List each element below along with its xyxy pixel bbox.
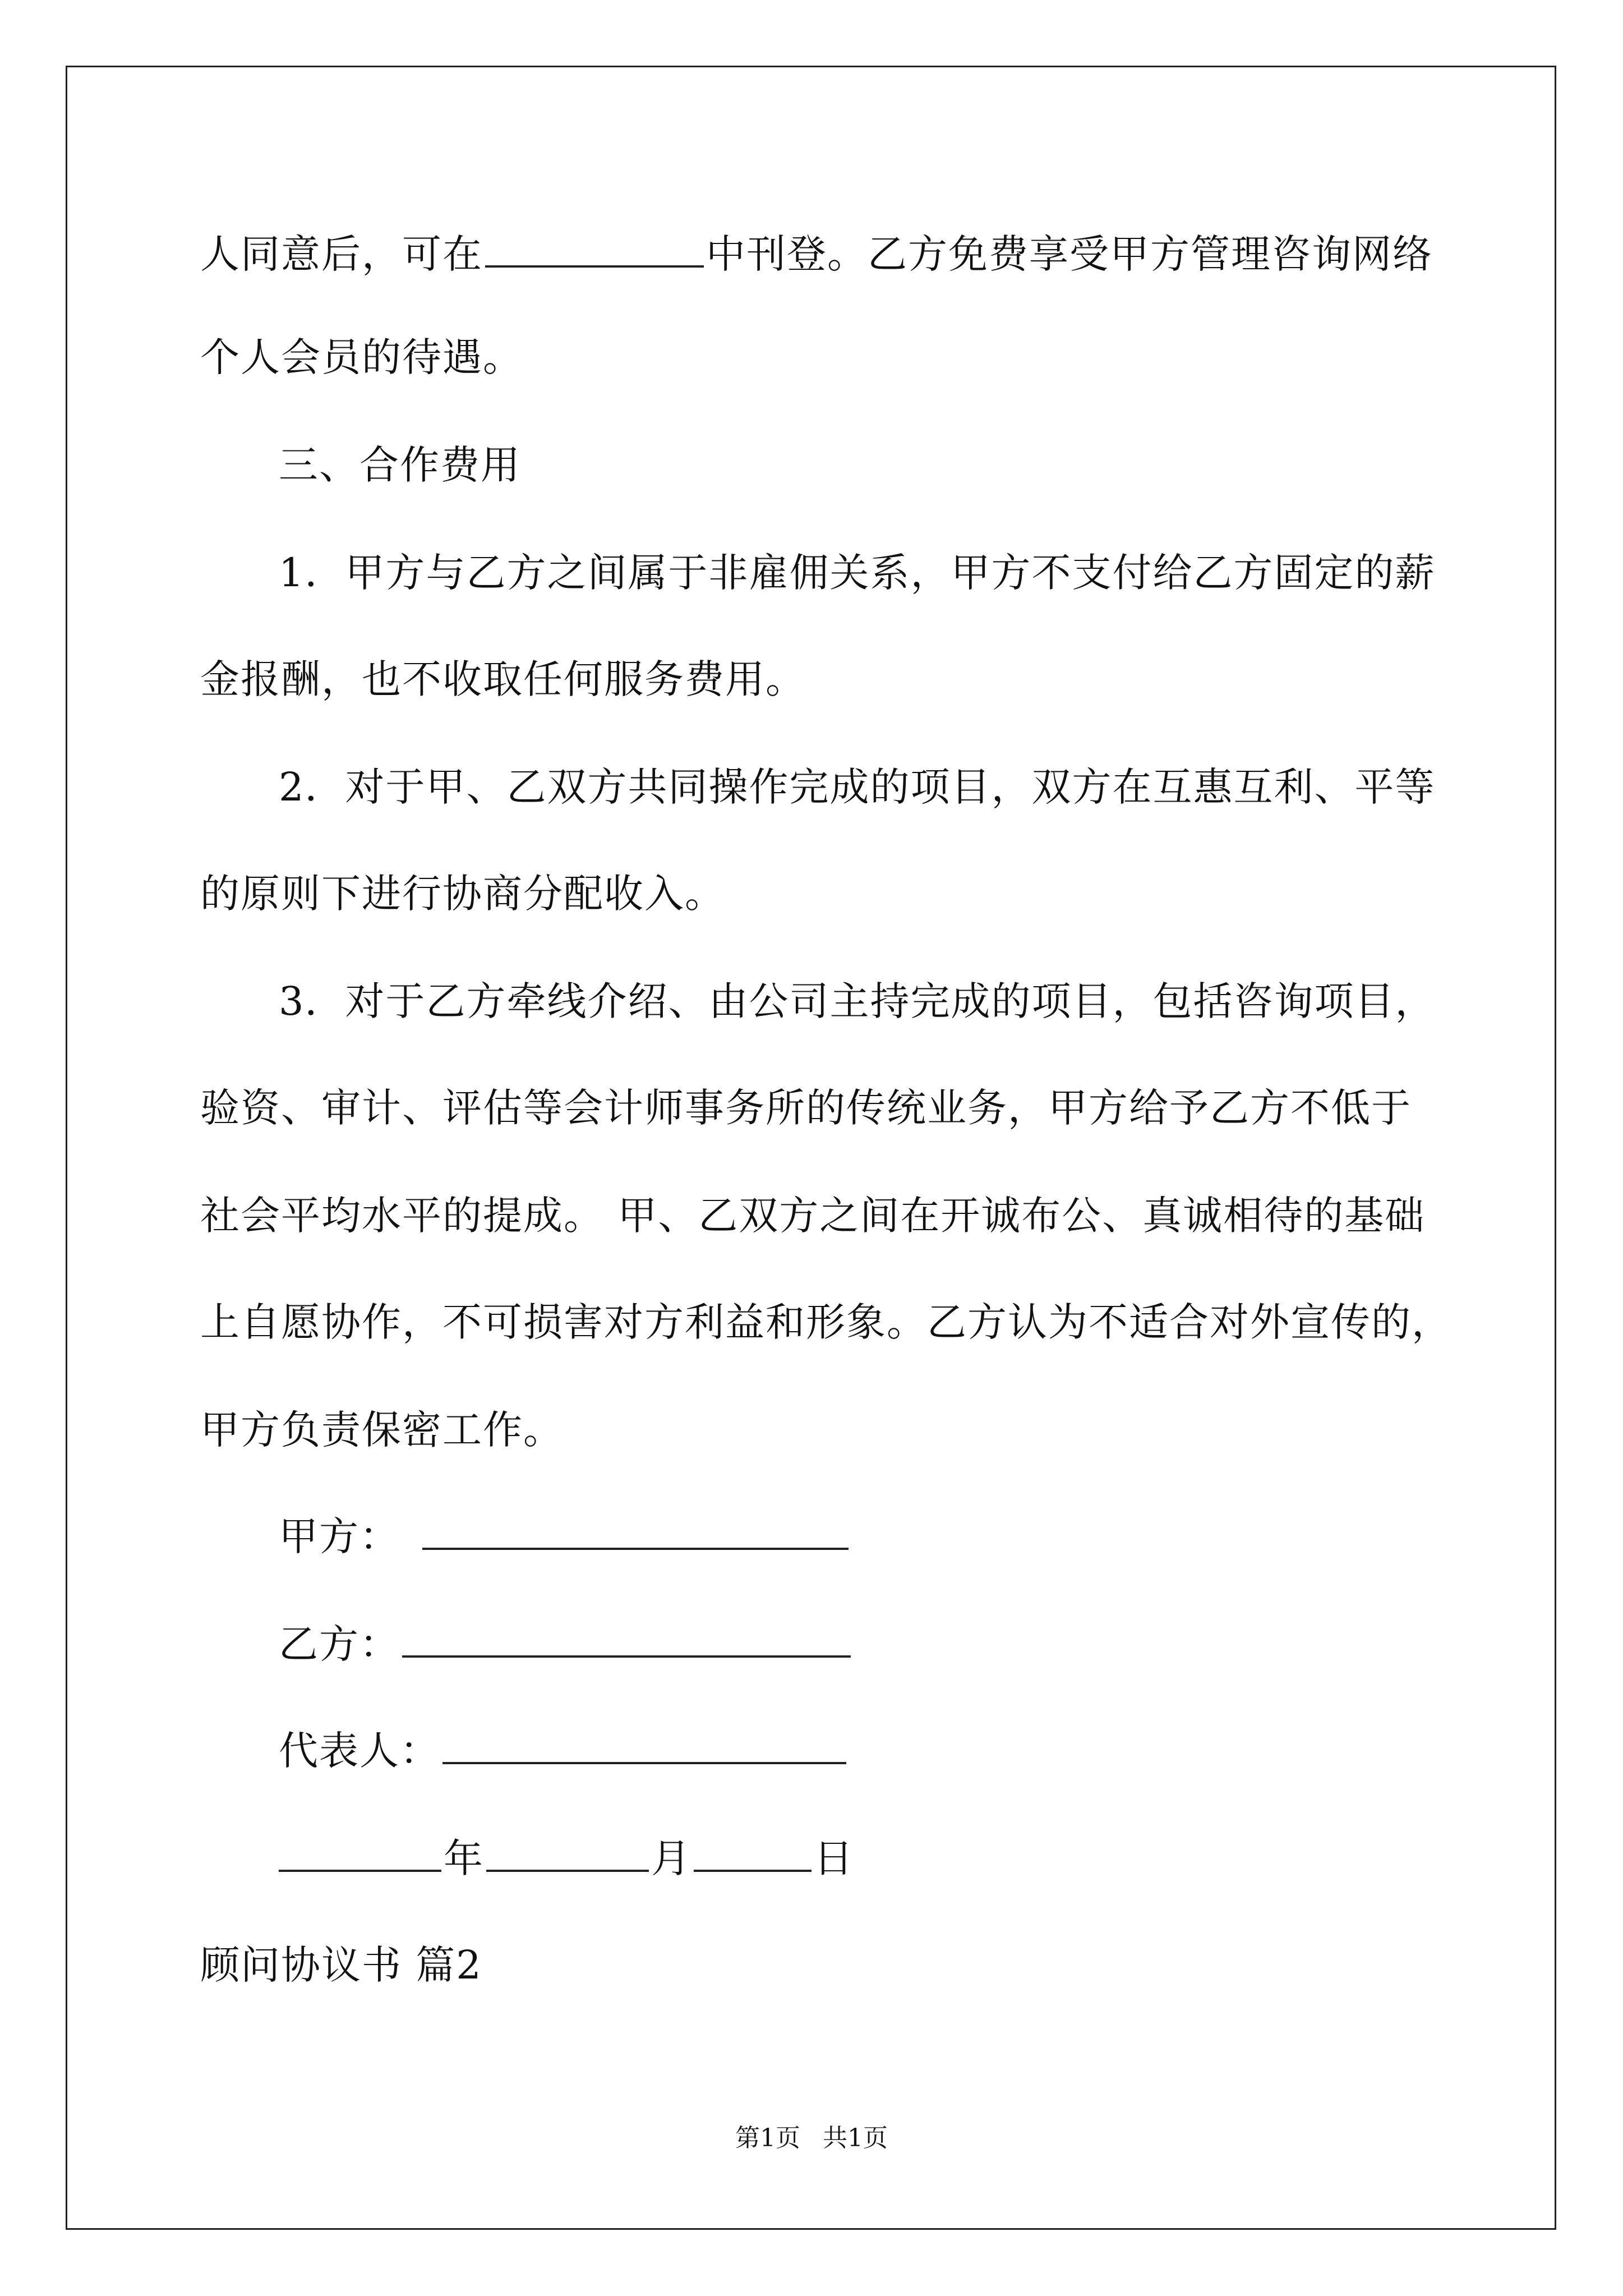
year-label: 年 (444, 1835, 484, 1881)
clause-3-line-2: 验资、审计、评估等会计师事务所的传统业务，甲方给予乙方不低于 (200, 1085, 1412, 1131)
page-footer (0, 2126, 1623, 2151)
clause-1-line-2: 金报酬，也不收取任何服务费用。 (200, 656, 806, 702)
clause-3-line-3: 社会平均水平的提成。 甲、乙双方之间在开诚布公、真诚相待的基础 (200, 1193, 1426, 1239)
line-1-text-after: 中刊登。乙方免费享受甲方管理咨询网络 (706, 231, 1433, 277)
representative-signature-blank[interactable] (442, 1732, 846, 1764)
next-section-title: 顾问协议书 篇2 (200, 1942, 482, 1988)
publication-name-blank[interactable] (485, 235, 704, 268)
clause-2-line-2: 的原则下进行协商分配收入。 (200, 871, 725, 917)
paragraph-line-1 (200, 231, 1433, 277)
clause-1-line-1: 1．甲方与乙方之间属于非雇佣关系，甲方不支付给乙方固定的薪 (279, 550, 1436, 596)
day-blank[interactable] (694, 1839, 811, 1872)
section-heading-fees: 三、合作费用 (279, 442, 521, 488)
representative-label: 代表人： (279, 1728, 440, 1774)
party-b-label: 乙方： (279, 1621, 400, 1667)
page-number-current: 第1页 (735, 2124, 800, 2152)
representative-signature-line (279, 1728, 849, 1774)
page-number-total: 共1页 (823, 2124, 888, 2152)
year-blank[interactable] (279, 1839, 441, 1872)
month-blank[interactable] (486, 1839, 649, 1872)
line-1-text-before: 人同意后，可在 (200, 231, 483, 277)
clause-2-line-1: 2．对于甲、乙双方共同操作完成的项目，双方在互惠互利、平等 (279, 764, 1436, 810)
clause-3-line-5: 甲方负责保密工作。 (200, 1407, 564, 1453)
party-a-signature-line (279, 1513, 851, 1559)
page-border (66, 66, 1556, 2230)
party-b-signature-blank[interactable] (402, 1625, 851, 1658)
month-label: 月 (651, 1835, 691, 1881)
clause-3-line-1: 3．对于乙方牵线介绍、由公司主持完成的项目，包括咨询项目， (279, 978, 1436, 1024)
day-label: 日 (814, 1835, 854, 1881)
party-a-label: 甲方： (279, 1513, 400, 1559)
party-b-signature-line (279, 1621, 853, 1667)
clause-3-line-4: 上自愿协作，不可损害对方利益和形象。乙方认为不适合对外宣传的， (200, 1299, 1452, 1345)
paragraph-line-2: 个人会员的待遇。 (200, 334, 523, 380)
date-line (279, 1835, 854, 1881)
party-a-signature-blank[interactable] (422, 1517, 849, 1550)
